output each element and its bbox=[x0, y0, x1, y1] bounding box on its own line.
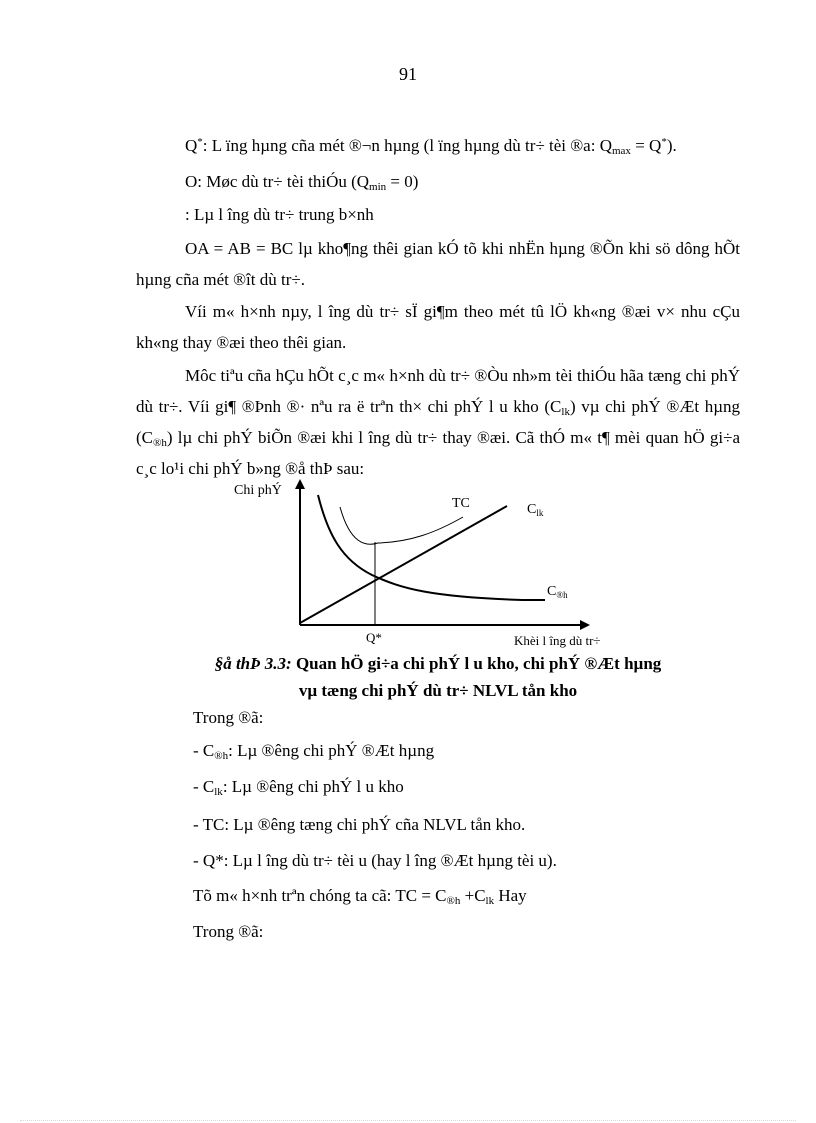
series-tc-curve bbox=[340, 507, 463, 544]
series-cdh-curve bbox=[318, 495, 545, 600]
paragraph-o: O: Møc dù tr÷ tèi thiÓu $(Q_{min} = 0)$ bbox=[185, 172, 419, 193]
page-number: 91 bbox=[399, 64, 417, 84]
list-item: - $C_{lk}$: Lµ ®êng chi phÝ l u kho bbox=[193, 777, 404, 798]
bottom-rule bbox=[20, 1120, 796, 1121]
x-axis-label: Khèi l îng dù tr÷ bbox=[514, 633, 601, 648]
list-item: - TC: Lµ ®êng tæng chi phÝ cña NLVL tån kho. bbox=[193, 815, 526, 834]
list-outro: Trong ®ã: bbox=[193, 922, 264, 941]
paragraph-average: : Lµ l îng dù tr÷ trung b×nh bbox=[185, 205, 374, 224]
paragraph-model: Víi m« h×nh nµy, l îng dù tr÷ sÏ gi¶m theo mét tû lÖ kh«ng ®æi v× nhu cÇu kh«ng thay ®æi theo thêi gian. bbox=[136, 302, 740, 352]
list-intro: Trong ®ã: bbox=[193, 708, 264, 727]
cost-chart-svg bbox=[220, 475, 600, 650]
list-item: - Q*: Lµ l îng dù tr÷ tèi u (hay l îng ®Æt hµng tèi u). bbox=[193, 851, 557, 870]
tc-label: TC bbox=[452, 496, 470, 511]
y-axis-arrow bbox=[295, 479, 305, 489]
figure-number: §å thÞ 3.3: bbox=[214, 654, 292, 673]
paragraph-objective: Môc tiªu cña hÇu hÕt c¸c m« h×nh dù tr÷ ®Òu nh»m tèi thiÓu hãa tæng chi phÝ dù tr÷. Víi gi¶ ®Þnh ®· nªu ra ë trªn th× chi phÝ l u kho $(C_{lk})$ vµ chi phÝ ®Æt hµng $(C_{®h})$ lµ chi phÝ biÕn ®æi khi l îng dù tr÷ thay ®æi. Cã thÓ m« t¶ mèi quan hÖ gi÷a c¸c lo¹i chi phÝ b»ng ®å thÞ sau: bbox=[136, 366, 740, 478]
x-axis-arrow bbox=[580, 620, 590, 630]
y-axis-label: Chi phÝ bbox=[234, 483, 282, 498]
series-clk-line bbox=[300, 506, 507, 623]
q-star-label: Q* bbox=[366, 630, 382, 645]
cdh-label: $C_{®h}$ bbox=[547, 584, 568, 600]
paragraph-q-star: Q*: L ïng hµng cña mét ®¬n hµng (l ïng hµng dù tr÷ tèi ®a: $Q_{max} = Q^*$). bbox=[185, 136, 677, 157]
cost-chart bbox=[220, 475, 600, 650]
clk-label: $C_{lk}$ bbox=[527, 502, 544, 518]
paragraph-oa-ab-bc: OA = AB = BC lµ kho¶ng thêi gian kÓ tõ khi nhËn hµng ®Õn khi sö dông hÕt hµng cña mét ®ît dù tr÷. bbox=[136, 239, 740, 289]
list-item: - $C_{®h}$: Lµ ®êng chi phÝ ®Æt hµng bbox=[193, 741, 435, 762]
figure-caption: §å thÞ 3.3: Quan hÖ gi÷a chi phÝ l u kho, chi phÝ ®Æt hµng bbox=[214, 654, 662, 673]
figure-caption-line2: vµ tæng chi phÝ dù tr÷ NLVL tån kho bbox=[298, 681, 578, 700]
formula-line: Tõ m« h×nh trªn chóng ta cã: TC = $C_{®h} +C_{lk}$ Hay bbox=[193, 886, 527, 907]
